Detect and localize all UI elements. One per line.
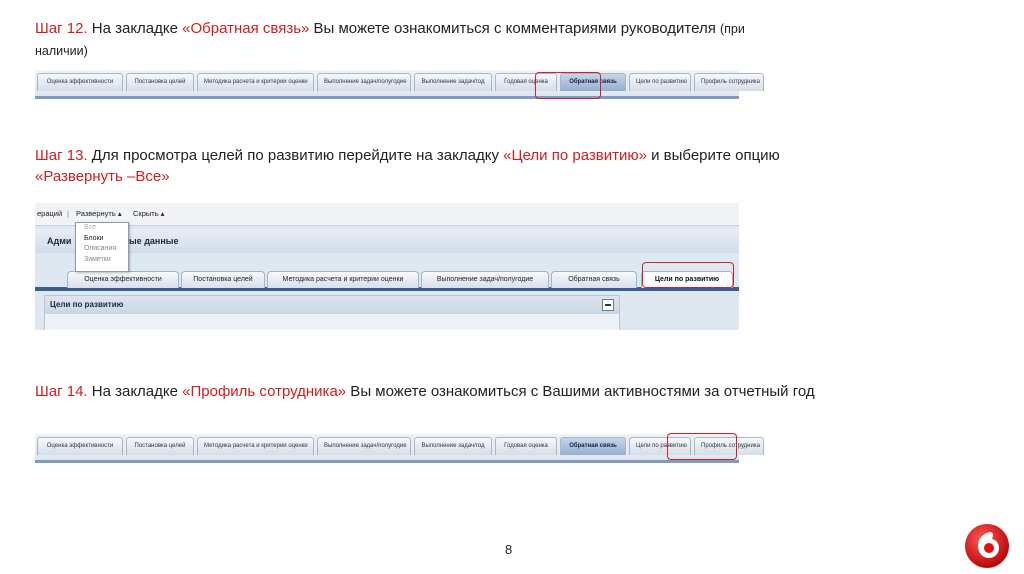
step-13-text2: и выберите опцию xyxy=(646,147,780,164)
tab-strip-step12 xyxy=(35,70,760,99)
dropdown-item-blocks[interactable]: Блоки xyxy=(84,234,104,242)
highlight-profile-tab xyxy=(667,433,737,460)
toolbar-operations[interactable]: ераций xyxy=(37,209,63,218)
expand-dropdown xyxy=(75,222,129,272)
step-13-option: «Развернуть –Все» xyxy=(35,168,170,185)
tab-profile[interactable]: Профиль сотрудника xyxy=(694,437,764,455)
step-12-number: Шаг 12. xyxy=(35,20,88,37)
step-14-text2: Вы можете ознакомиться с Вашими активностями за отчетный год xyxy=(346,383,815,400)
step-14-text xyxy=(35,381,975,402)
tab-row xyxy=(35,265,739,291)
step-13-text xyxy=(35,145,905,187)
collapse-icon[interactable] xyxy=(602,299,614,311)
development-goals-section xyxy=(44,295,620,330)
tab-method[interactable]: Методика расчета и критерии оценки xyxy=(197,437,314,455)
tab-goals[interactable]: Постановка целей xyxy=(181,271,265,288)
development-goals-screenshot xyxy=(35,203,739,330)
tab-development[interactable]: Цели по развитию xyxy=(629,437,691,455)
tab-performance[interactable]: Оценка эффективности xyxy=(37,73,123,91)
tab-tasks-year[interactable]: Выполнение задач/год xyxy=(414,437,492,455)
step-12-text2: Вы можете ознакомиться с комментариями руководителя xyxy=(309,20,720,37)
step-12-note-open: (при xyxy=(720,22,745,36)
tab-tasks-half[interactable]: Выполнение задач/полугодие xyxy=(317,73,411,91)
vodafone-logo-icon xyxy=(962,518,1012,574)
tab-tasks-year[interactable]: Выполнение задач/год xyxy=(414,73,492,91)
tab-goals[interactable]: Постановка целей xyxy=(126,73,194,91)
tab-feedback[interactable]: Обратная связь xyxy=(551,271,637,288)
panel-title xyxy=(35,229,739,253)
toolbar-separator: | xyxy=(67,209,69,218)
highlight-feedback-tab xyxy=(535,72,601,99)
expand-menu-button[interactable]: Развернуть ▴ xyxy=(76,209,122,218)
dropdown-item-notes[interactable]: Заметки xyxy=(84,255,111,263)
page-number: 8 xyxy=(505,542,513,557)
tab-method[interactable]: Методика расчета и критерии оценки xyxy=(197,73,314,91)
step-12-note-close: наличии) xyxy=(35,44,88,58)
panel-title-right: ые данные xyxy=(129,236,179,246)
tab-tasks-half[interactable]: Выполнение задач/полугодие xyxy=(317,437,411,455)
step-12-text xyxy=(35,18,855,62)
step-12-tab-name: «Обратная связь» xyxy=(182,20,310,37)
step-14-number: Шаг 14. xyxy=(35,383,88,400)
dropdown-item-all[interactable]: Все xyxy=(84,224,97,231)
highlight-development-tab xyxy=(642,262,734,288)
tab-annual[interactable]: Годовая оценка xyxy=(495,437,557,455)
tab-performance[interactable]: Оценка эффективности xyxy=(37,437,123,455)
step-14-text1: На закладке xyxy=(87,383,183,400)
toolbar xyxy=(35,203,739,226)
tab-feedback[interactable]: Обратная связь xyxy=(560,73,626,91)
tab-strip-step14 xyxy=(35,434,760,463)
step-14-tab-name: «Профиль сотрудника» xyxy=(182,383,347,400)
step-13-tab-name: «Цели по развитию» xyxy=(503,147,647,164)
hide-menu-button[interactable]: Скрыть ▴ xyxy=(133,209,165,218)
tab-feedback[interactable]: Обратная связь xyxy=(560,437,626,455)
tab-tasks-half[interactable]: Выполнение задач/полугодие xyxy=(421,271,549,288)
step-13-number: Шаг 13. xyxy=(35,147,88,164)
step-13-text1: Для просмотра целей по развитию перейдите на закладку xyxy=(87,147,504,164)
tab-annual[interactable]: Годовая оценка xyxy=(495,73,557,91)
section-title: Цели по развитию xyxy=(45,296,619,314)
tab-profile[interactable]: Профиль сотрудника xyxy=(694,73,764,91)
tab-development[interactable]: Цели по развитию xyxy=(629,73,691,91)
tab-performance[interactable]: Оценка эффективности xyxy=(67,271,179,288)
dropdown-item-descriptions[interactable]: Описания xyxy=(84,245,117,252)
tab-development[interactable]: Цели по развитию xyxy=(641,271,733,288)
tab-method[interactable]: Методика расчета и критерии оценки xyxy=(267,271,419,288)
step-12-text1: На закладке xyxy=(87,20,183,37)
panel-title-left: Адми xyxy=(47,236,72,246)
tab-goals[interactable]: Постановка целей xyxy=(126,437,194,455)
